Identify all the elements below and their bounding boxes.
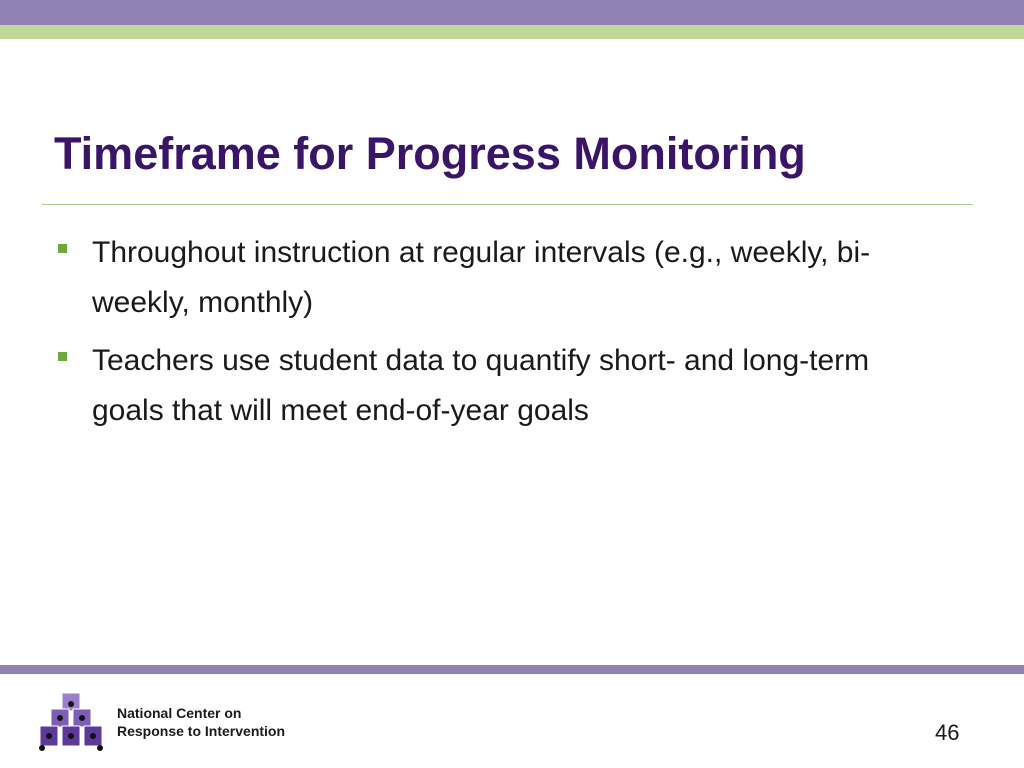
org-name-line-2: Response to Intervention <box>117 723 286 739</box>
page-number: 46 <box>935 720 960 745</box>
square-bullet-icon <box>58 244 67 253</box>
bullet-item <box>56 228 936 328</box>
slide-title: Timeframe for Progress Monitoring <box>54 128 806 179</box>
footer-divider-bar <box>0 665 1024 674</box>
organization-name <box>117 704 285 740</box>
bullet-item <box>56 336 936 436</box>
top-accent-bar-purple <box>0 0 1024 25</box>
bullet-list <box>56 228 936 444</box>
bullet-text: Throughout instruction at regular intervals (e.g., weekly, bi-weekly, monthly) <box>92 236 871 319</box>
bullet-text: Teachers use student data to quantify short- and long-term goals that will meet end-of-year goals <box>92 344 870 427</box>
top-accent-bar-green <box>0 25 1024 39</box>
org-name-line-1: National Center on <box>117 705 242 721</box>
stacked-cubes-logo-icon <box>38 690 106 754</box>
title-divider <box>42 204 973 205</box>
square-bullet-icon <box>58 352 67 361</box>
